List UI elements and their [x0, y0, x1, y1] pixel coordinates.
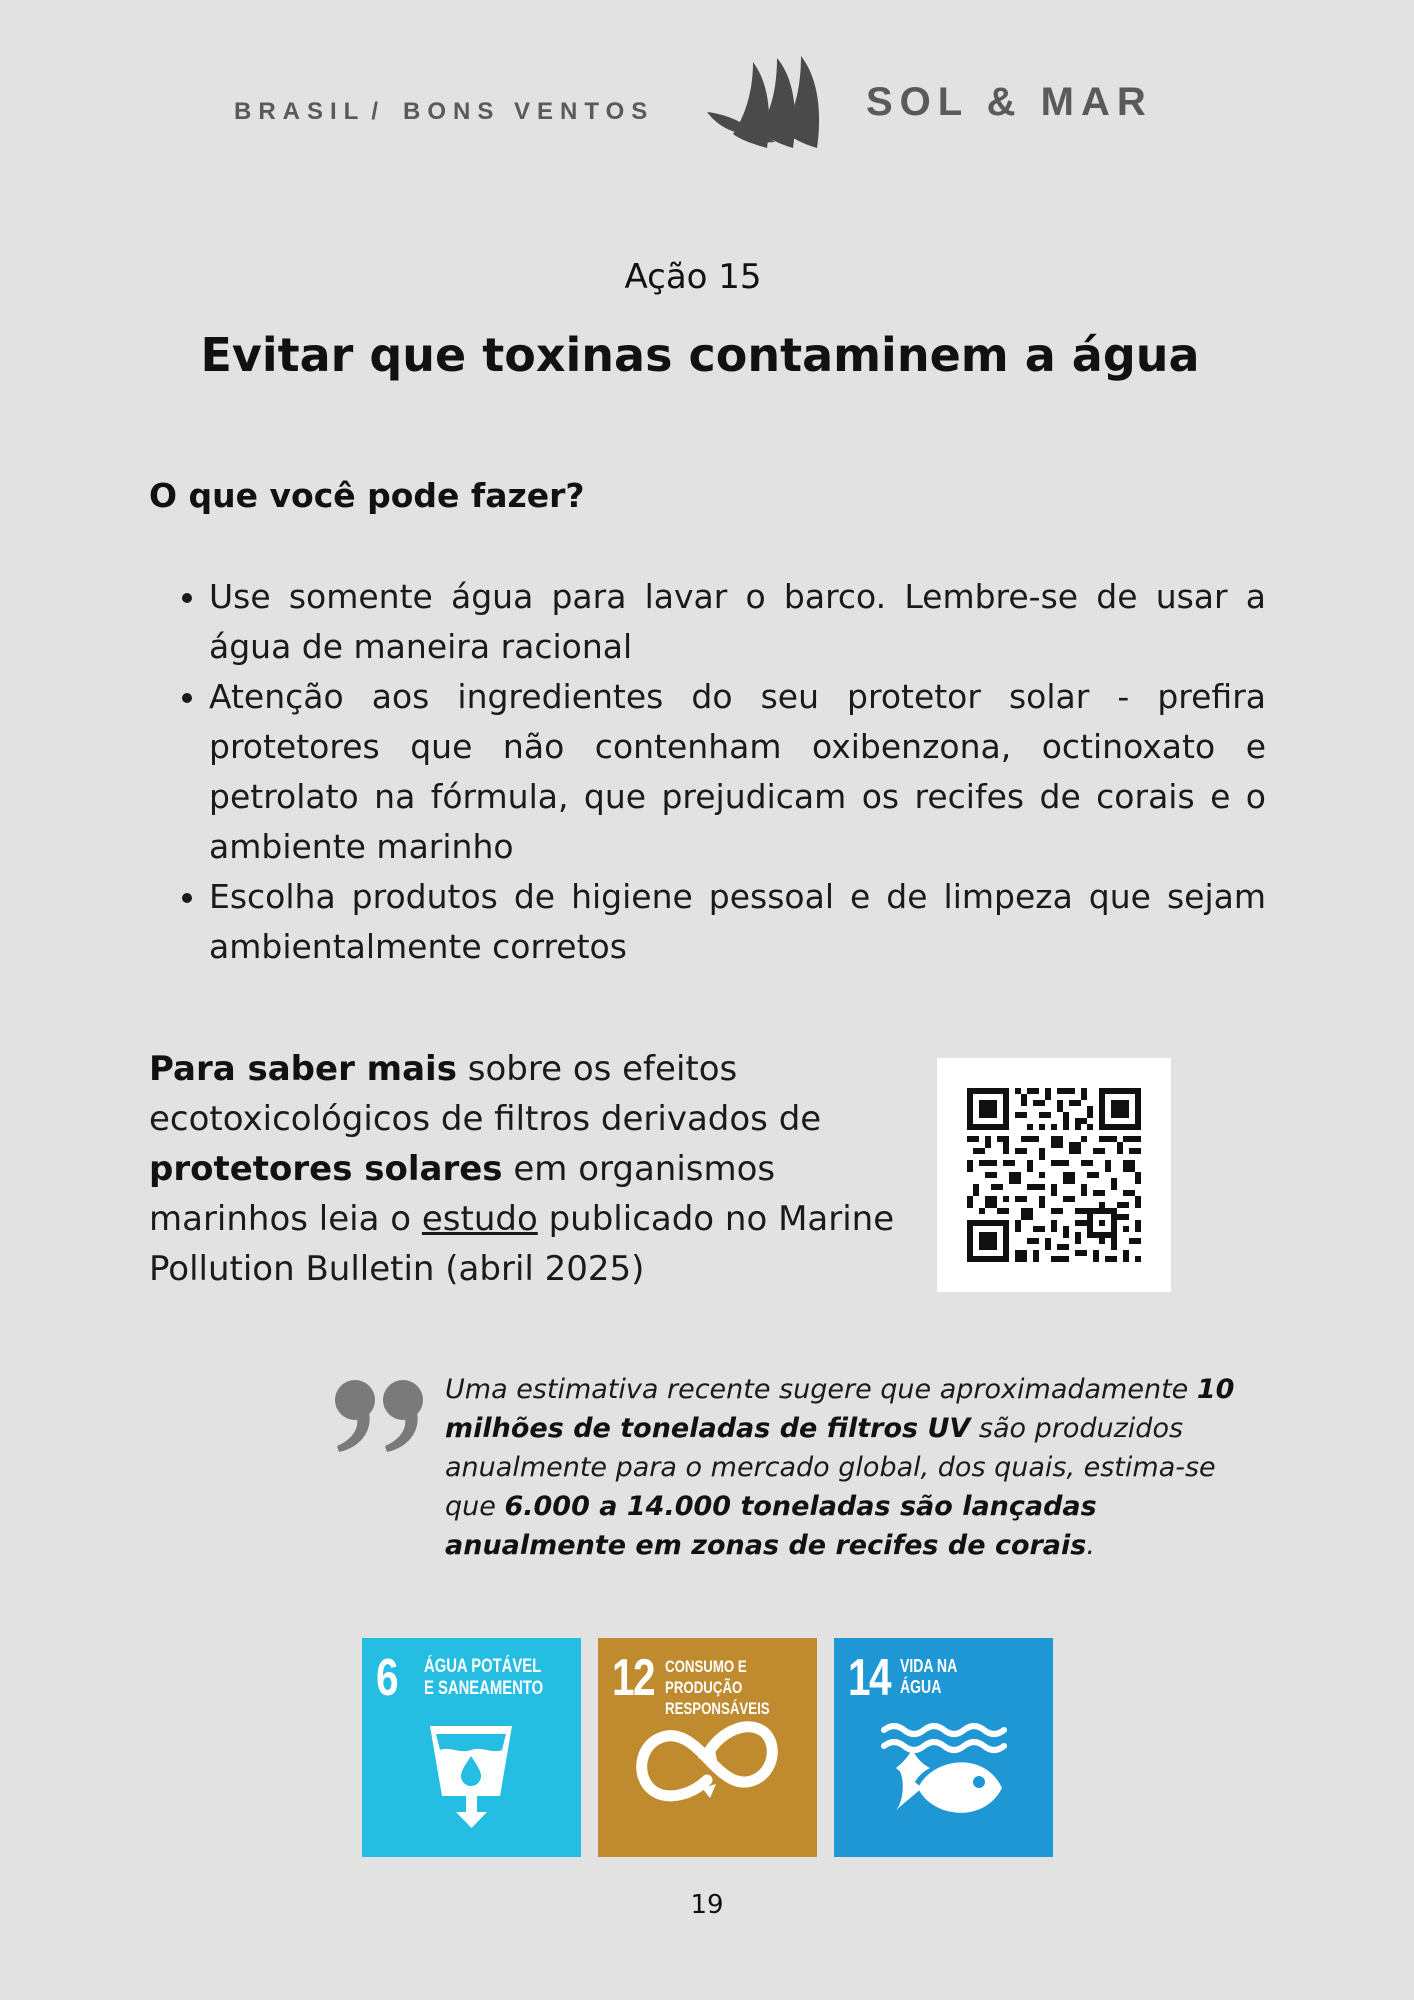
learn-more-paragraph	[149, 1044, 909, 1294]
qr-code-icon	[967, 1088, 1141, 1262]
qr-code[interactable]	[937, 1058, 1171, 1292]
sdg-label-line: CONSUMO E	[665, 1657, 747, 1676]
sunscreen-bold: protetores solares	[149, 1149, 503, 1189]
quote-part: são produzidos anualmente para o mercado global, dos quais, estima-se que	[445, 1413, 1216, 1522]
sdg-label-line: PRODUÇÃO	[665, 1678, 743, 1697]
sdg-label-line: ÁGUA	[900, 1677, 942, 1697]
learn-more-text: publicado no Marine Pollution Bulletin (abril 2025)	[149, 1199, 895, 1289]
sol-e-mar-brand: SOL & MAR	[866, 80, 1153, 124]
partner-brand-left	[234, 98, 654, 126]
page-title: Evitar que toxinas contaminem a água	[200, 328, 1200, 382]
quote-part: .	[1086, 1530, 1095, 1561]
page-header	[0, 50, 1414, 160]
infinity-loop-icon	[598, 1638, 817, 1857]
brand-separator: /	[371, 98, 386, 125]
sdg-label-line: E SANEAMENTO	[424, 1678, 544, 1699]
list-item: • Atenção aos ingredientes do seu protetor solar - prefira protetores que não contenham oxibenzona, octinoxato e petrolato na fórmula, que prejudicam os recifes de corais e o ambiente marinho	[209, 672, 1266, 872]
study-link[interactable]: estudo	[421, 1199, 538, 1239]
sails-logo-icon	[705, 52, 829, 152]
list-item: • Use somente água para lavar o barco. Lembre-se de usar a água de maneira racional	[209, 572, 1266, 672]
section-heading: O que você pode fazer?	[149, 476, 585, 515]
learn-more-text: em organismos marinhos leia o	[149, 1149, 776, 1239]
fish-waves-icon	[834, 1638, 1053, 1857]
sdg-number: 12	[612, 1649, 654, 1707]
quote-mark-icon	[333, 1378, 429, 1454]
sdg-12-badge[interactable]	[598, 1638, 817, 1857]
water-glass-icon	[362, 1638, 581, 1857]
action-list	[149, 572, 1266, 972]
country-label: BRASIL	[234, 98, 366, 125]
sdg-label-line: RESPONSÁVEIS	[665, 1699, 770, 1718]
page-number: 19	[690, 1890, 724, 1920]
quote-part: Uma estimativa recente sugere que aproximadamente	[445, 1374, 1197, 1405]
learn-more-text: sobre os efeitos ecotoxicológicos de filtros derivados de	[149, 1049, 822, 1139]
quote-text	[445, 1370, 1265, 1565]
sdg-number: 14	[848, 1649, 890, 1707]
quote-bold: 10 milhões de toneladas de filtros UV	[445, 1374, 1235, 1444]
sdg-label-line: ÁGUA POTÁVEL	[424, 1656, 542, 1677]
list-item: • Escolha produtos de higiene pessoal e de limpeza que sejam ambientalmente corretos	[209, 872, 1266, 972]
action-kicker: Ação 15	[624, 257, 762, 297]
learn-more-bold: Para saber mais	[149, 1049, 457, 1089]
partner-name: BONS VENTOS	[403, 98, 655, 125]
sdg-label-line: VIDA NA	[900, 1656, 958, 1676]
sdg-6-badge[interactable]	[362, 1638, 581, 1857]
quote-bold: 6.000 a 14.000 toneladas são lançadas anualmente em zonas de recifes de corais	[445, 1491, 1097, 1561]
sdg-14-badge[interactable]	[834, 1638, 1053, 1857]
sdg-number: 6	[376, 1649, 397, 1707]
